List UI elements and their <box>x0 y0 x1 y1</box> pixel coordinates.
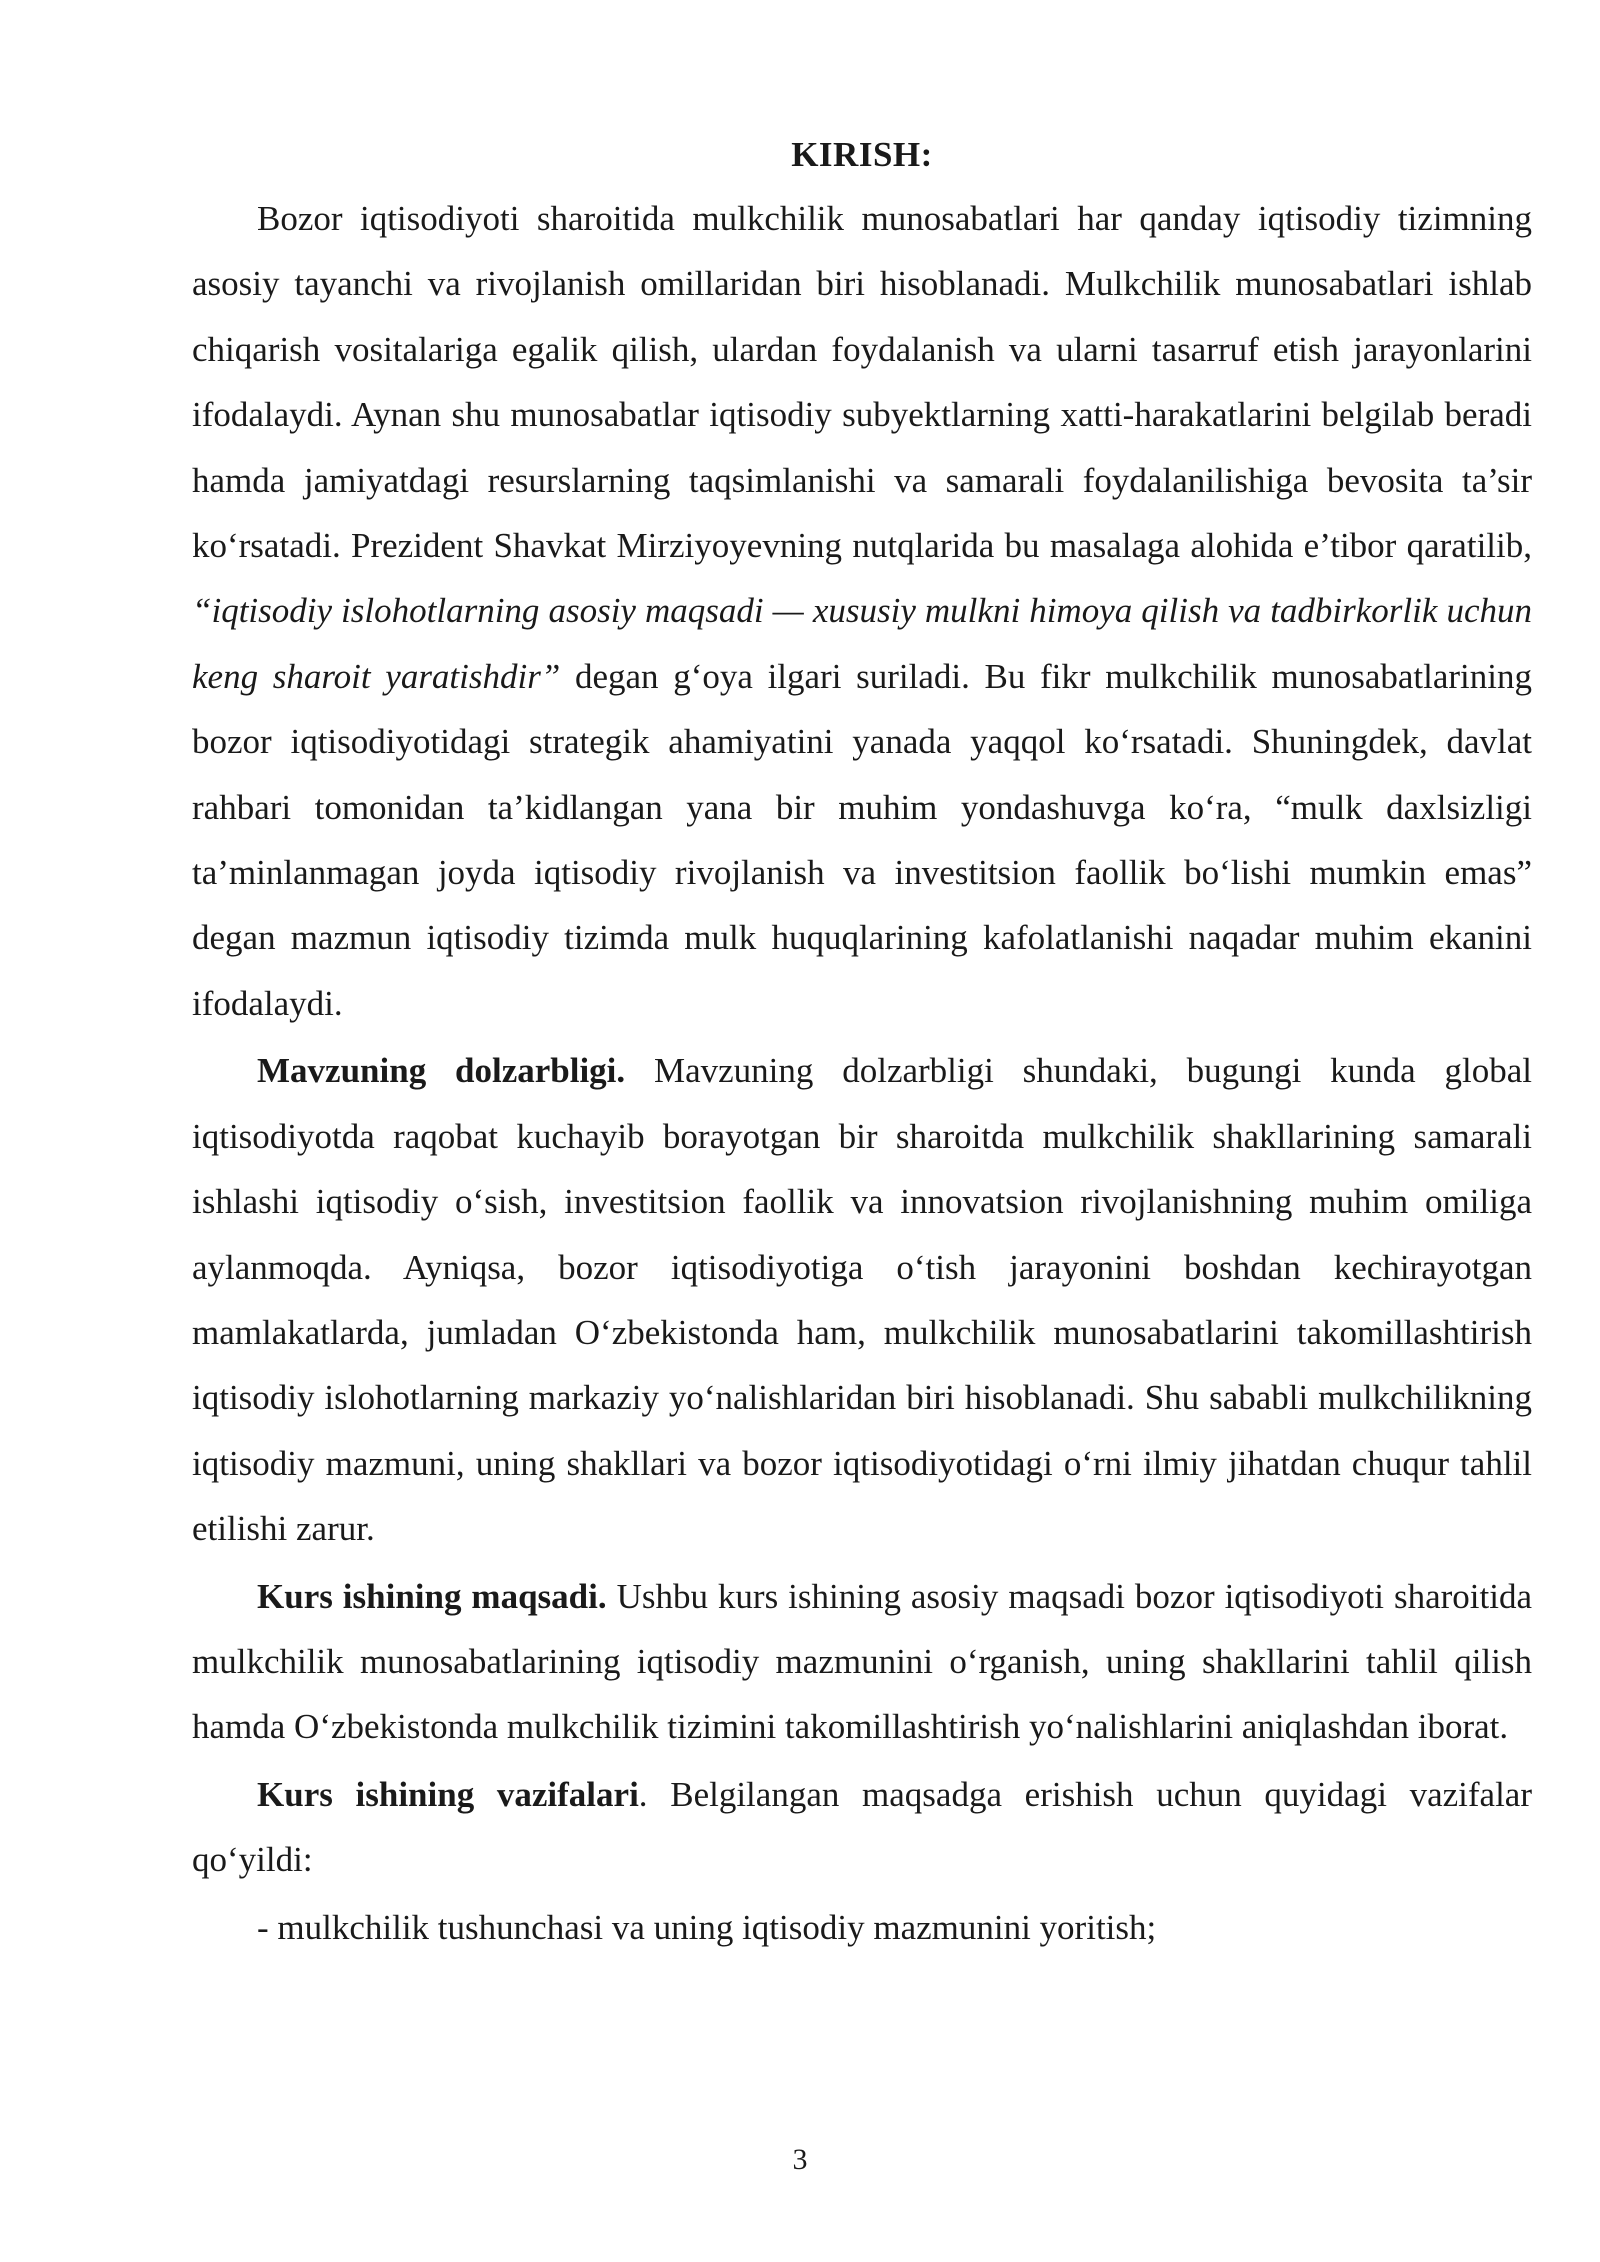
intro-text-part2: degan g‘oya ilgari suriladi. Bu fikr mulkchilik munosabatlarining bozor iqtisodiyotidagi strategik ahamiyatini yanada yaqqol ko‘rsatadi. Shuningdek, davlat rahbari tomonidan ta’kidlangan yana bir muhim yondashuvga ko‘ra, “mulk daxlsizligi ta’minlanmagan joyda iqtisodiy rivojlanish va investitsion faollik bo‘lishi mumkin emas” degan mazmun iqtisodiy tizimda mulk huquqlarining kafolatlanishi naqadar muhim ekanini ifodalaydi. <box>192 656 1533 1023</box>
relevance-lead: Mavzuning dolzarbligi. <box>257 1051 626 1091</box>
intro-quote: “iqtisodiy islohotlarning asosiy maqsadi — xususiy mulkni himoya qilish va tadbirkorlik uchun keng sharoit yaratishdir” <box>192 591 1532 696</box>
goal-lead: Kurs ishining maqsadi. <box>257 1576 607 1616</box>
section-heading: KIRISH: <box>791 135 933 174</box>
page-number: 3 <box>792 2143 808 2176</box>
page-content <box>192 130 1532 1960</box>
goal-text: Ushbu kurs ishining asosiy maqsadi bozor iqtisodiyoti sharoitida mulkchilik munosabatlarining iqtisodiy mazmunini o‘rganish, uning shakllarini tahlil qilish hamda O‘zbekistonda mulkchilik tizimini takomillashtirish yo‘nalishlarini aniqlashdan iborat. <box>192 1576 1533 1747</box>
goal-paragraph <box>192 1564 1532 1760</box>
tasks-paragraph <box>192 1762 1532 1893</box>
intro-text-part1: Bozor iqtisodiyoti sharoitida mulkchilik munosabatlari har qanday iqtisodiy tizimning asosiy tayanchi va rivojlanish omillaridan biri hisoblanadi. Mulkchilik munosabatlari ishlab chiqarish vositalariga egalik qilish, ulardan foydalanish va ularni tasarruf etish jarayonlarini ifodalaydi. Aynan shu munosabatlar iqtisodiy subyektlarning xatti-harakatlarini belgilab beradi hamda jamiyatdagi resurslarning taqsimlanishi va samarali foydalanilishiga bevosita ta’sir ko‘rsatadi. Prezident Shavkat Mirziyoyevning nutqlarida bu masalaga alohida e’tibor qaratilib, <box>192 199 1532 566</box>
tasks-lead: Kurs ishining vazifalari <box>257 1774 639 1814</box>
relevance-text: Mavzuning dolzarbligi shundaki, bugungi kunda global iqtisodiyotda raqobat kuchayib borayotgan bir sharoitda mulkchilik shakllarining samarali ishlashi iqtisodiy o‘sish, investitsion faollik va innovatsion rivojlanishning muhim omiliga aylanmoqda. Ayniqsa, bozor iqtisodiyotiga o‘tish jarayonini boshdan kechirayotgan mamlakatlarda, jumladan O‘zbekistonda ham, mulkchilik munosabatlarini takomillashtirish iqtisodiy islohotlarning markaziy yo‘nalishlaridan biri hisoblanadi. Shu sababli mulkchilikning iqtisodiy mazmuni, uning shakllari va bozor iqtisodiyotidagi o‘rni ilmiy jihatdan chuqur tahlil etilishi zarur. <box>192 1051 1533 1549</box>
intro-paragraph <box>192 186 1532 1036</box>
relevance-paragraph <box>192 1038 1532 1561</box>
tasks-text: . Belgilangan maqsadga erishish uchun quyidagi vazifalar qo‘yildi: <box>192 1774 1532 1880</box>
task-list-item: - mulkchilik tushunchasi va uning iqtisodiy mazmunini yoritish; <box>257 1907 1157 1947</box>
